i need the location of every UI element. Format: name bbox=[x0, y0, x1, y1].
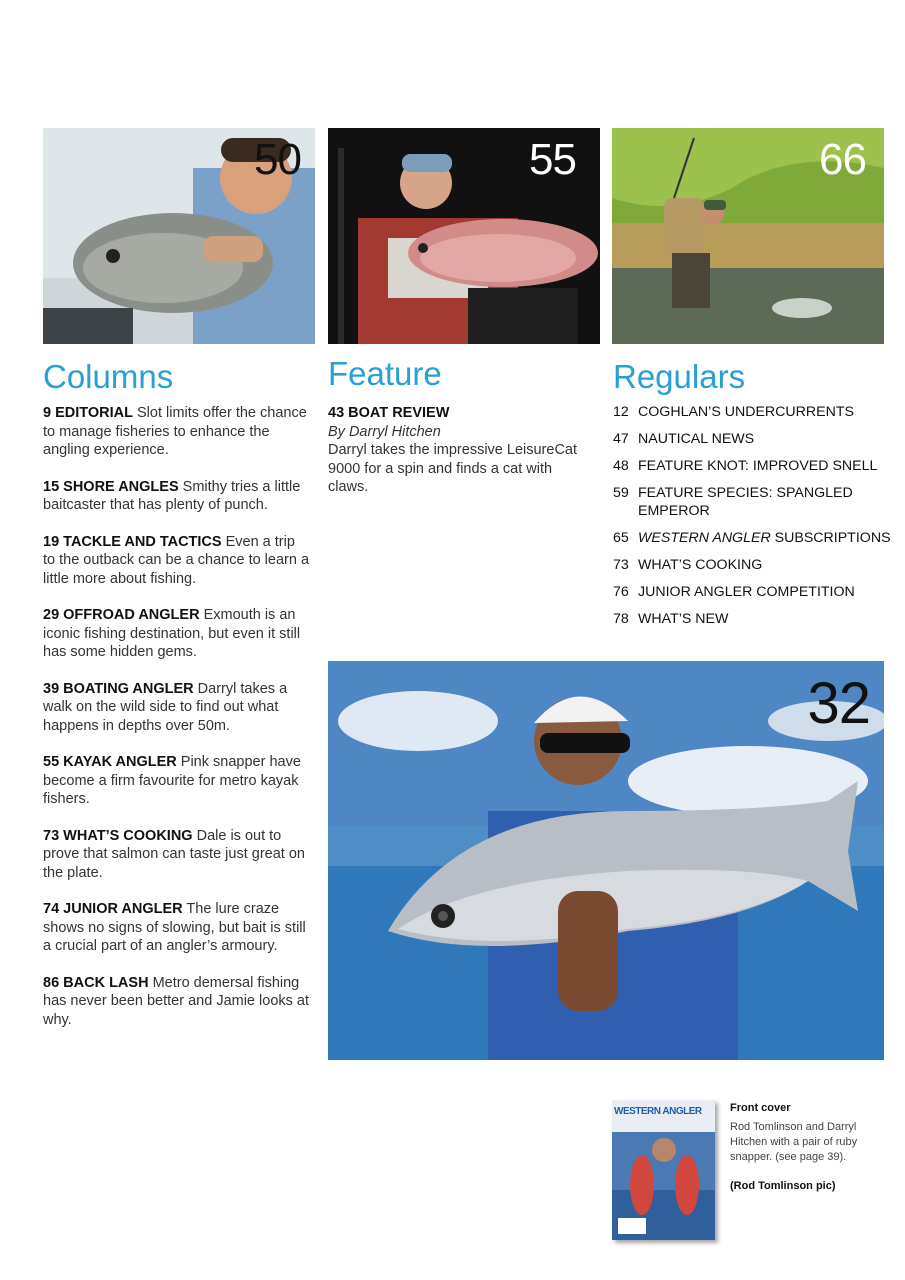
column-entry[interactable] bbox=[43, 478, 311, 515]
photo-page-55[interactable] bbox=[328, 128, 600, 344]
feature-head: 43 BOAT REVIEW bbox=[328, 405, 450, 421]
photo-page-66[interactable] bbox=[612, 128, 884, 344]
column-entry[interactable] bbox=[43, 753, 311, 809]
cover-caption-text: Rod Tomlinson and Darryl Hitchen with a pair of ruby snapper. (see page 39). bbox=[730, 1121, 858, 1163]
regular-item[interactable] bbox=[613, 529, 898, 547]
regular-item[interactable] bbox=[613, 484, 898, 520]
regular-item[interactable] bbox=[613, 556, 898, 574]
photo-page-50[interactable] bbox=[43, 128, 315, 344]
entry-text: Even a trip to the outback can be a chance to learn a little more about fishing. bbox=[43, 533, 310, 587]
entry-head: 29 OFFROAD ANGLER bbox=[43, 607, 200, 623]
regular-page-number: 78 bbox=[613, 611, 629, 627]
regular-item[interactable] bbox=[613, 403, 898, 421]
regular-page-number: 47 bbox=[613, 431, 629, 447]
snapper-sea-photo bbox=[328, 661, 884, 1060]
feature-byline: By Darryl Hitchen bbox=[328, 423, 441, 440]
magazine-name: WESTERN ANGLER bbox=[638, 530, 771, 546]
regular-label: COGHLAN’S UNDERCURRENTS bbox=[638, 404, 854, 420]
section-title-feature: Feature bbox=[328, 355, 442, 392]
column-entry[interactable] bbox=[43, 533, 311, 589]
feature-text: Darryl takes the impressive LeisureCat 9000 for a spin and finds a cat with claws. bbox=[328, 442, 578, 495]
page-number-badge: 32 bbox=[807, 671, 870, 736]
photo-page-32[interactable] bbox=[328, 661, 884, 1060]
front-cover-thumbnail[interactable] bbox=[612, 1100, 715, 1240]
entry-text: Dale is out to prove that salmon can taste just great on the plate. bbox=[43, 827, 305, 881]
regular-item[interactable] bbox=[613, 457, 898, 475]
column-entry[interactable] bbox=[43, 974, 311, 1030]
entry-text: The lure craze shows no signs of slowing, but bait is still a crucial part of an angler’s armoury. bbox=[43, 901, 306, 954]
cover-caption bbox=[730, 1101, 860, 1194]
regulars-list bbox=[613, 403, 898, 637]
page-number-badge: 66 bbox=[819, 135, 866, 184]
regular-label: WHAT’S COOKING bbox=[638, 557, 763, 573]
column-entry[interactable] bbox=[43, 827, 311, 883]
photo-credit: (Rod Tomlinson pic) bbox=[730, 1180, 836, 1192]
entry-text: Smithy tries a little baitcaster that has plenty of punch. bbox=[43, 478, 301, 513]
cover-masthead: WESTERN ANGLER bbox=[614, 1106, 702, 1117]
entry-head: 86 BACK LASH bbox=[43, 974, 149, 991]
regular-item[interactable] bbox=[613, 583, 898, 601]
entry-head: 19 TACKLE AND TACTICS bbox=[43, 533, 222, 550]
entry-head: 55 KAYAK ANGLER bbox=[43, 754, 177, 770]
entry-text: Exmouth is an iconic fishing destination, but even it still has some hidden gems. bbox=[43, 607, 301, 660]
regular-label: JUNIOR ANGLER COMPETITION bbox=[638, 584, 855, 600]
regular-label bbox=[638, 529, 898, 547]
feature-entry[interactable] bbox=[328, 404, 588, 497]
cover-caption-title: Front cover bbox=[730, 1102, 791, 1114]
regular-label: WHAT’S NEW bbox=[638, 611, 729, 627]
entry-text: Slot limits offer the chance to manage fisheries to enhance the angling experience. bbox=[43, 405, 307, 458]
regular-page-number: 12 bbox=[613, 404, 629, 420]
regular-label-rest: SUBSCRIPTIONS bbox=[770, 530, 891, 546]
entry-head: 73 WHAT’S COOKING bbox=[43, 827, 193, 844]
page-number-badge: 50 bbox=[254, 135, 301, 184]
regular-label: NAUTICAL NEWS bbox=[638, 431, 755, 447]
regular-page-number: 76 bbox=[613, 584, 629, 600]
entry-text: Pink snapper have become a firm favourite for metro kayak fishers. bbox=[43, 754, 301, 807]
section-title-regulars: Regulars bbox=[613, 358, 746, 395]
regular-item[interactable] bbox=[613, 610, 898, 628]
section-title-columns: Columns bbox=[43, 358, 174, 395]
regular-page-number: 48 bbox=[613, 458, 629, 474]
entry-head: 39 BOATING ANGLER bbox=[43, 680, 194, 697]
regular-label: FEATURE KNOT: IMPROVED SNELL bbox=[638, 458, 878, 474]
regular-page-number: 65 bbox=[613, 530, 629, 546]
regular-label: FEATURE SPECIES: SPANGLED EMPEROR bbox=[638, 485, 853, 519]
magazine-cover-image bbox=[612, 1100, 715, 1240]
entry-text: Metro demersal fishing has never been better and Jamie looks at why. bbox=[43, 974, 309, 1028]
column-entry[interactable] bbox=[43, 900, 311, 956]
entry-head: 74 JUNIOR ANGLER bbox=[43, 901, 183, 917]
column-entry[interactable] bbox=[43, 680, 311, 736]
regular-page-number: 73 bbox=[613, 557, 629, 573]
regular-item[interactable] bbox=[613, 430, 898, 448]
entry-head: 15 SHORE ANGLES bbox=[43, 478, 179, 495]
page-number-badge: 55 bbox=[529, 135, 576, 184]
columns-list bbox=[43, 404, 311, 1047]
column-entry[interactable] bbox=[43, 404, 311, 460]
regular-page-number: 59 bbox=[613, 485, 629, 501]
entry-text: Darryl takes a walk on the wild side to find out what happens in depths over 50m. bbox=[43, 680, 288, 734]
entry-head: 9 EDITORIAL bbox=[43, 405, 133, 421]
column-entry[interactable] bbox=[43, 606, 311, 662]
